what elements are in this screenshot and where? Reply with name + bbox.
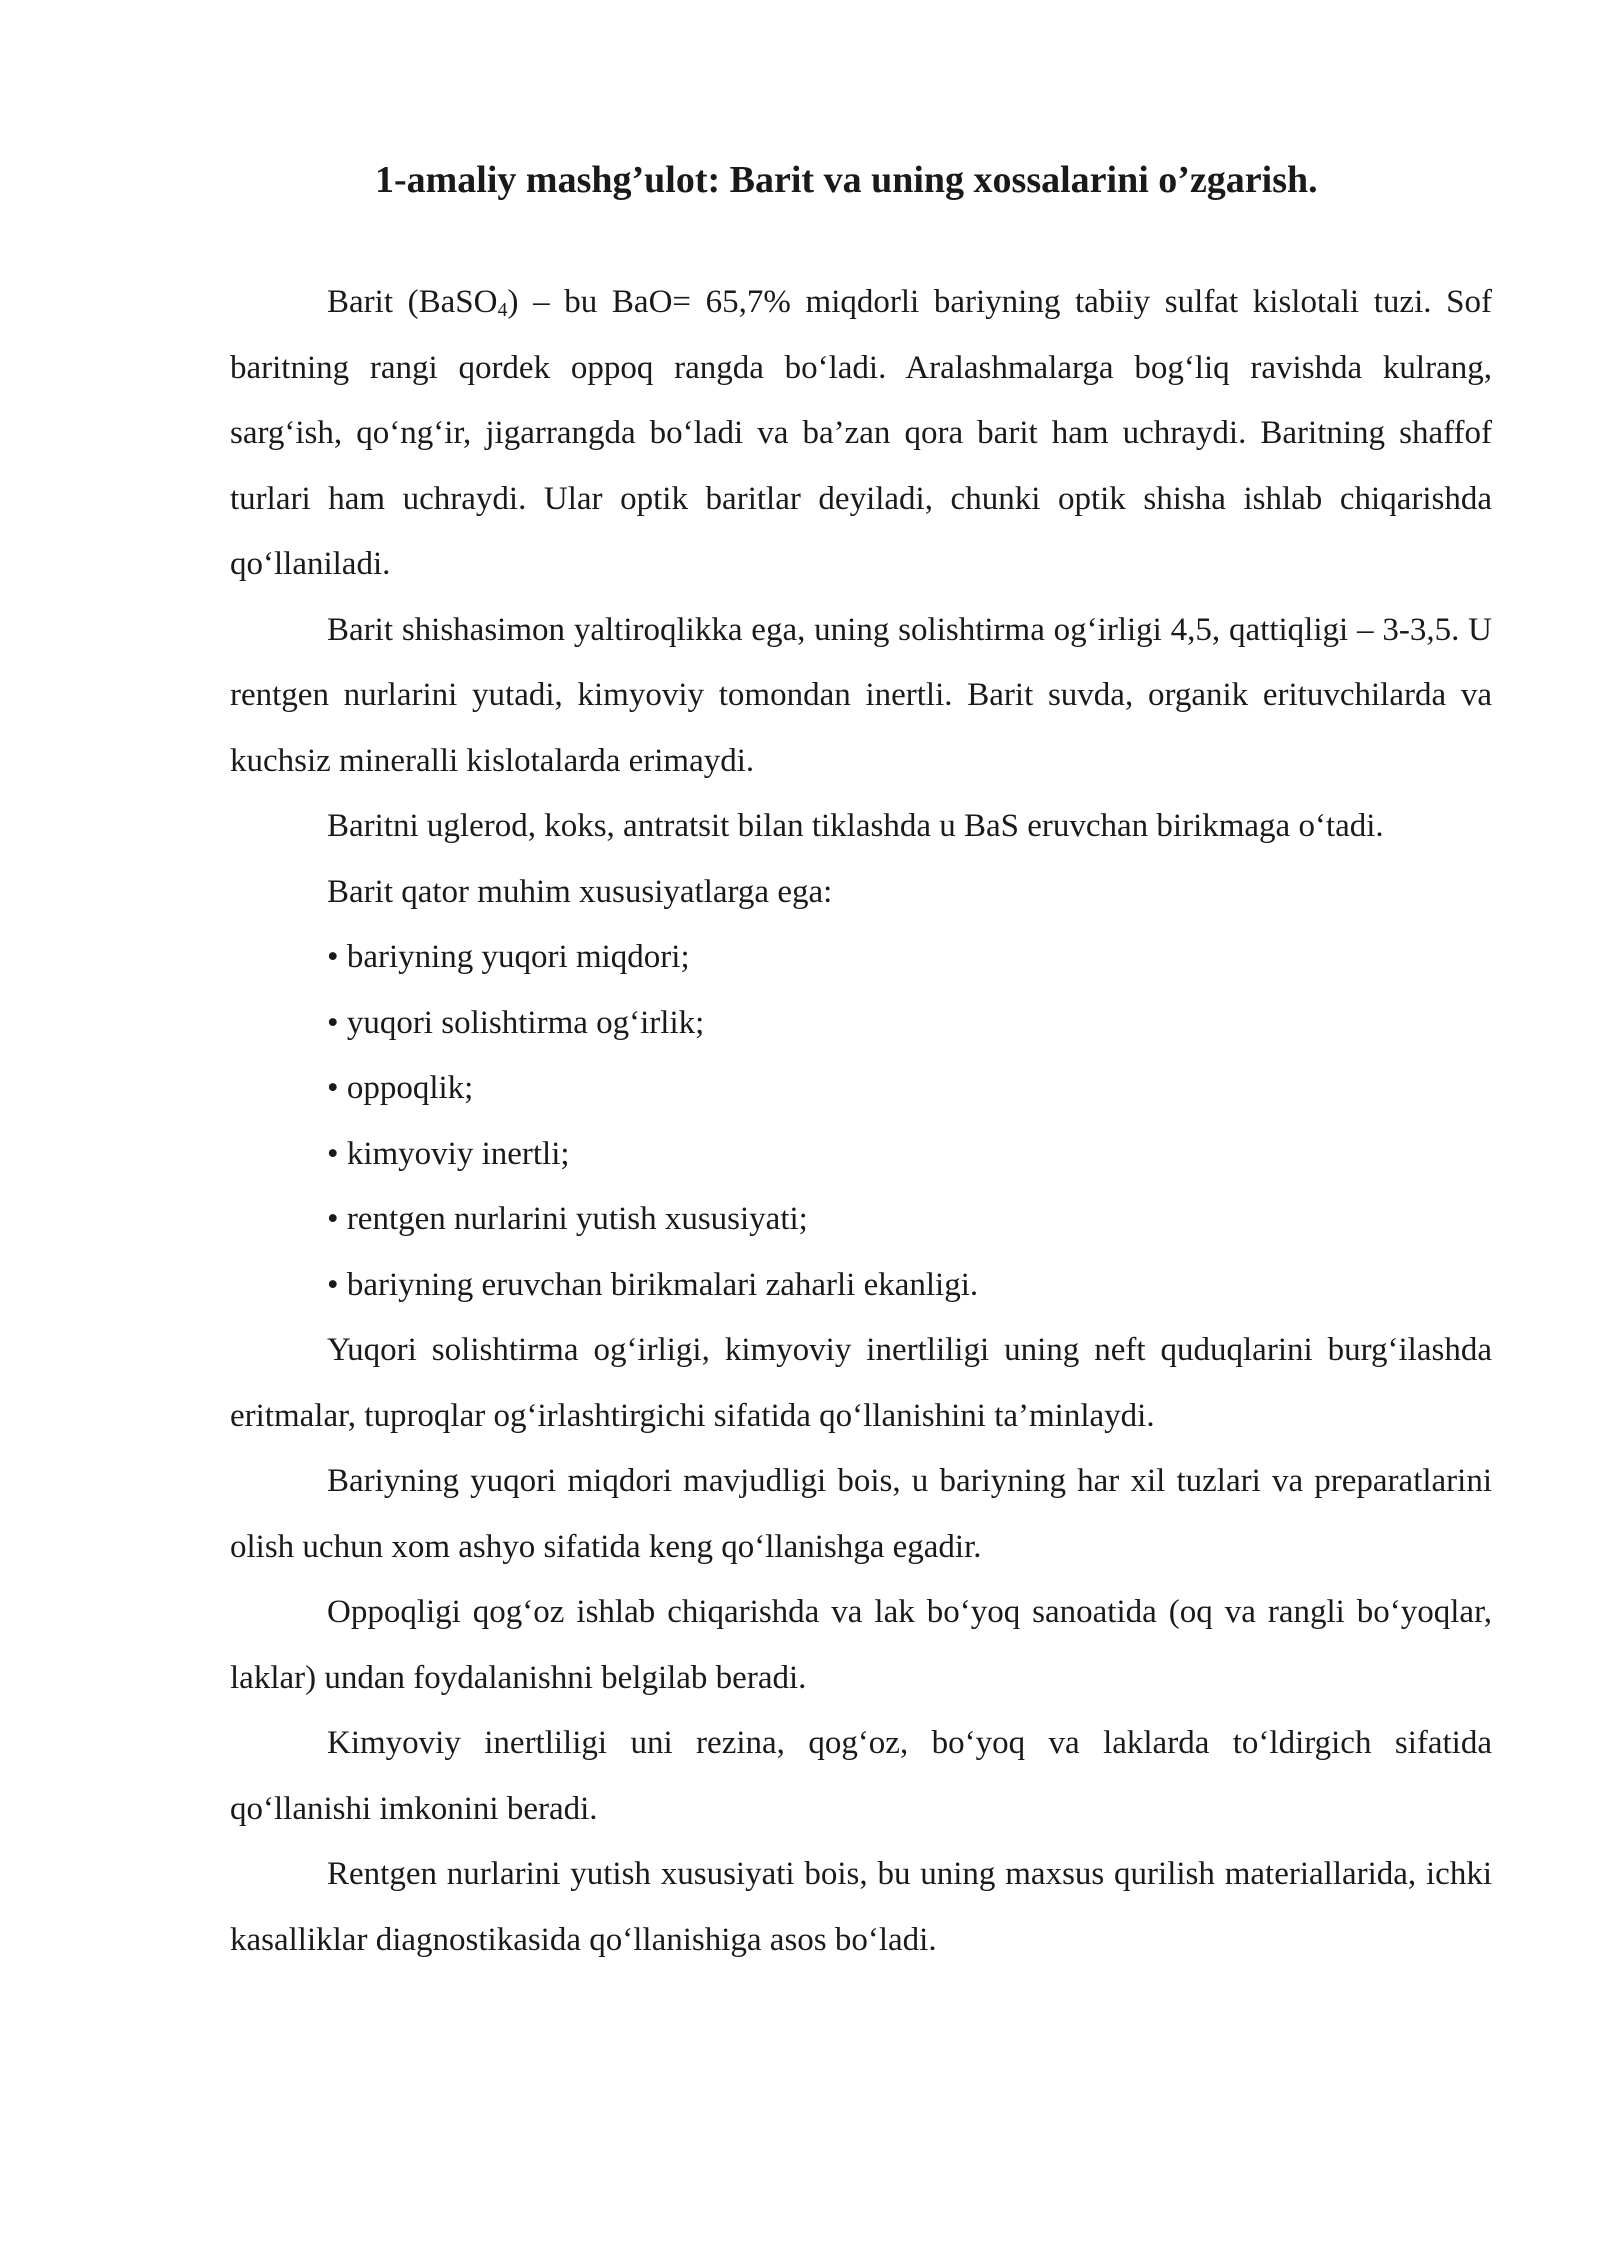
- list-item: • kimyoviy inertli;: [327, 1122, 1492, 1188]
- paragraph-xray: Rentgen nurlarini yutish xususiyati bois, bu uning maxsus qurilish materiallarida, ichki kasalliklar diagnostikasida qo‘llanishiga asos bo‘ladi.: [230, 1856, 1492, 1958]
- paragraph-list-intro: Barit qator muhim xususiyatlarga ega:: [327, 873, 833, 910]
- paragraph-intro: [230, 270, 1492, 598]
- list-item: • oppoqlik;: [327, 1056, 1492, 1122]
- paragraph-drilling: Yuqori solishtirma og‘irligi, kimyoviy inertliligi uning neft quduqlarini burg‘ilashda eritmalar, tuproqlar og‘irlashtirgichi sifatida qo‘llanishini ta’minlaydi.: [230, 1332, 1492, 1434]
- list-item: • bariyning eruvchan birikmalari zaharli ekanligi.: [327, 1253, 1492, 1319]
- formula-subscript: 4: [497, 299, 508, 321]
- list-item: • bariyning yuqori miqdori;: [327, 925, 1492, 991]
- paragraph-raw-material: Bariyning yuqori miqdori mavjudligi bois, u bariyning har xil tuzlari va preparatlarini olish uchun xom ashyo sifatida keng qo‘llanishga egadir.: [230, 1463, 1492, 1565]
- paragraph-filler: Kimyoviy inertliligi uni rezina, qog‘oz, bo‘yoq va laklarda to‘ldirgich sifatida qo‘llanishi imkonini beradi.: [230, 1725, 1492, 1827]
- list-item: • rentgen nurlarini yutish xususiyati;: [327, 1187, 1492, 1253]
- paragraph-whiteness: Oppoqligi qog‘oz ishlab chiqarishda va lak bo‘yoq sanoatida (oq va rangli bo‘yoqlar, laklar) undan foydalanishni belgilab beradi.: [230, 1594, 1492, 1696]
- list-item: • yuqori solishtirma og‘irlik;: [327, 991, 1492, 1057]
- property-list: [230, 925, 1492, 1318]
- paragraph-properties: Barit shishasimon yaltiroqlikka ega, uning solishtirma og‘irligi 4,5, qattiqligi – 3-3,5. U rentgen nurlarini yutadi, kimyoviy tomondan inertli. Barit suvda, organik erituvchilarda va kuchsiz mineralli kislotalarda erimaydi.: [230, 611, 1492, 779]
- document-title: 1-amaliy mashg’ulot: Barit va uning xossalarini o’zgarish.: [375, 159, 1318, 201]
- document-body: [230, 150, 1492, 1973]
- intro-text-after: ) – bu BaO= 65,7% miqdorli bariyning tabiiy sulfat kislotali tuzi. Sof baritning rangi qordek oppoq rangda bo‘ladi. Aralashmalarga bog‘liq ravishda kulrang, sarg‘ish, qo‘ng‘ir, jigarrangda bo‘ladi va ba’zan qora barit ham uchraydi. Baritning shaffof turlari ham uchraydi. Ular optik baritlar deyiladi, chunki optik shisha ishlab chiqarishda qo‘llaniladi.: [230, 284, 1492, 582]
- intro-text-before: Barit (BaSO: [327, 284, 498, 320]
- paragraph-reduction: Baritni uglerod, koks, antratsit bilan tiklashda u BaS eruvchan birikmaga o‘tadi.: [327, 808, 1384, 844]
